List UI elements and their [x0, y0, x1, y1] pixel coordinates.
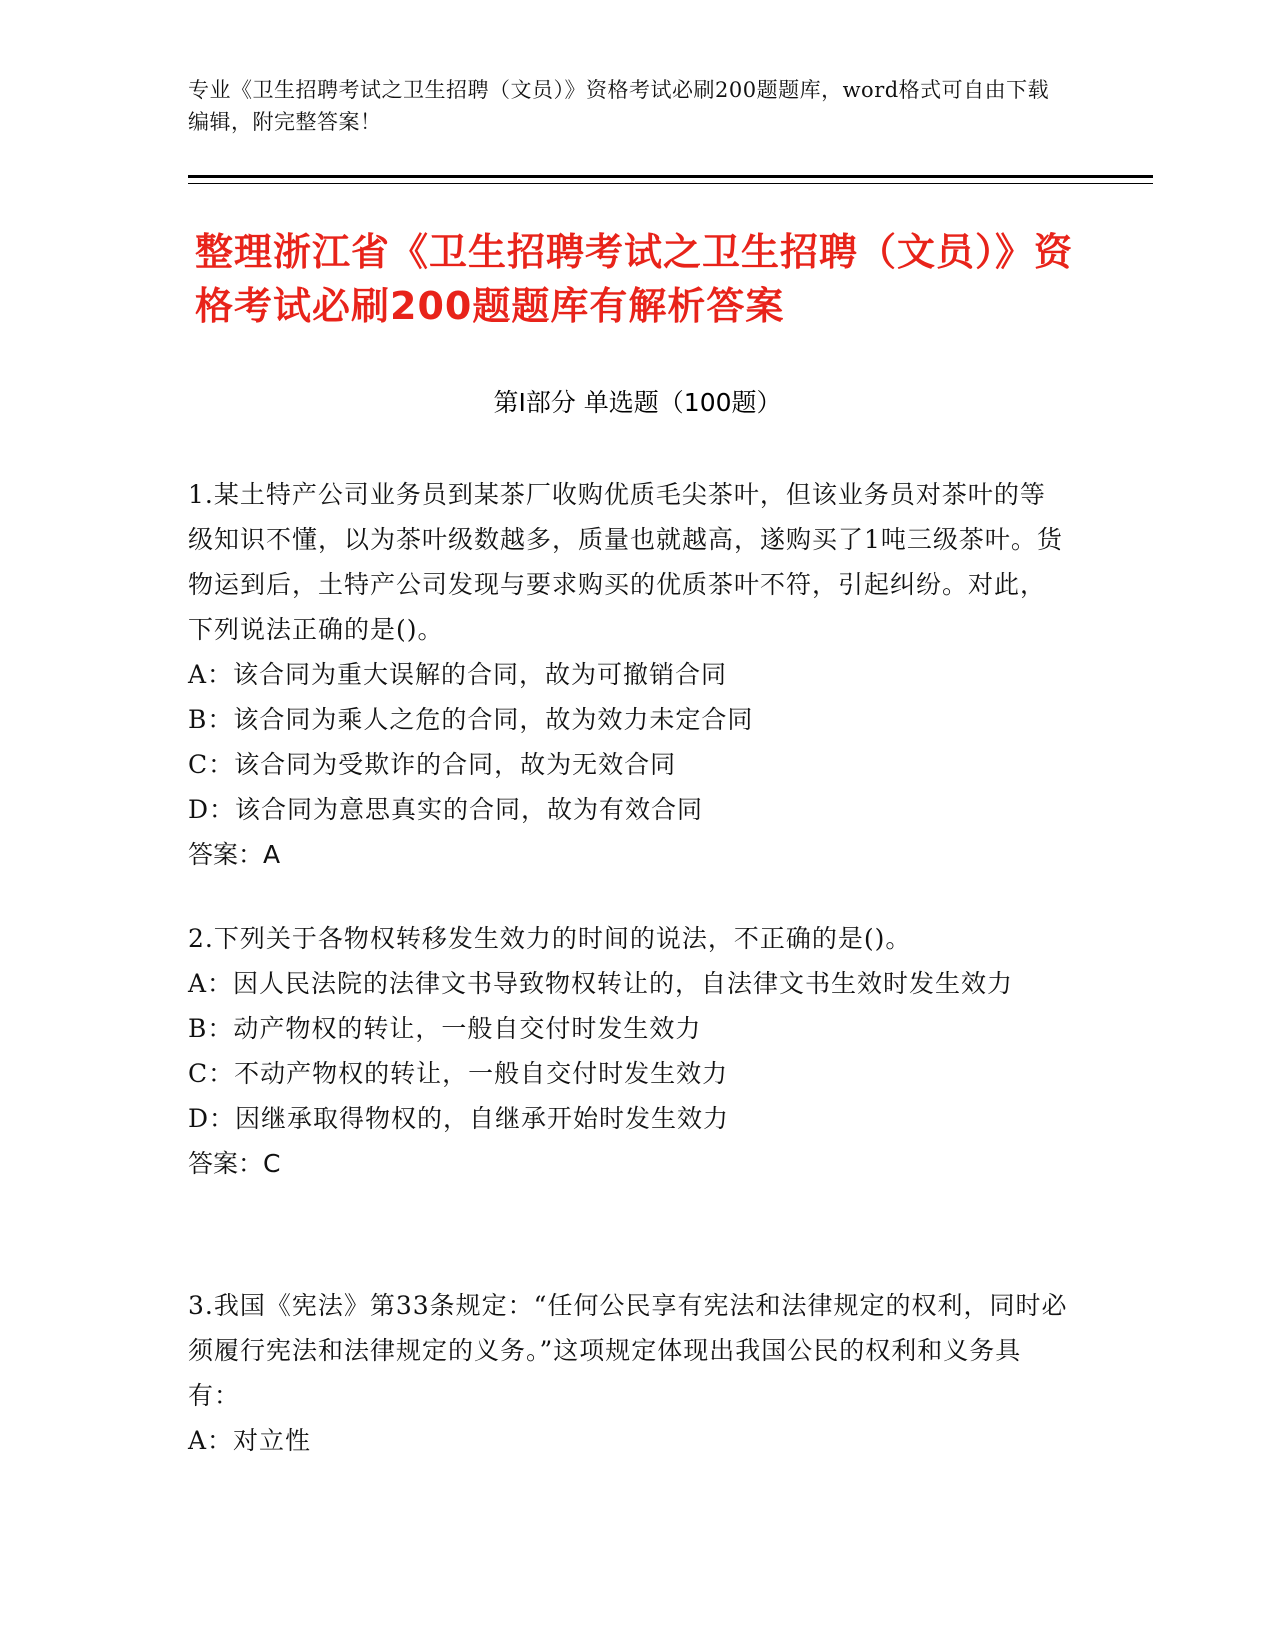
document-title: 整理浙江省《卫生招聘考试之卫生招聘（文员）》资格考试必刷200题题库有解析答案	[195, 230, 1074, 328]
question-2	[188, 916, 1068, 1186]
option-a: A：对立性	[188, 1426, 312, 1455]
question-stem: 2.下列关于各物权转移发生效力的时间的说法，不正确的是()。	[188, 924, 912, 953]
question-3	[188, 1283, 1068, 1463]
header-divider-thin	[188, 183, 1153, 184]
question-stem: 1.某土特产公司业务员到某茶厂收购优质毛尖茶叶，但该业务员对茶叶的等级知识不懂，以为茶叶级数越多，质量也就越高，遂购买了1吨三级茶叶。货物运到后，土特产公司发现与要求购买的优质茶叶不符，引起纠纷。对此，下列说法正确的是()。	[188, 480, 1063, 644]
question-1	[188, 472, 1068, 877]
option-c: C：不动产物权的转让，一般自交付时发生效力	[188, 1059, 729, 1088]
option-d: D：因继承取得物权的，自继承开始时发生效力	[188, 1104, 730, 1133]
option-c: C：该合同为受欺诈的合同，故为无效合同	[188, 750, 677, 779]
option-b: B：该合同为乘人之危的合同，故为效力未定合同	[188, 705, 754, 734]
option-a: A：因人民法院的法律文书导致物权转让的，自法律文书生效时发生效力	[188, 969, 1014, 998]
option-b: B：动产物权的转让，一般自交付时发生效力	[188, 1014, 702, 1043]
question-stem: 3.我国《宪法》第33条规定：“任何公民享有宪法和法律规定的权利，同时必须履行宪法和法律规定的义务。”这项规定体现出我国公民的权利和义务具有：	[188, 1291, 1068, 1410]
section-heading: 第Ⅰ部分 单选题（100题）	[493, 388, 782, 417]
answer-line: 答案：A	[188, 840, 281, 869]
answer-line: 答案：C	[188, 1149, 281, 1178]
option-d: D：该合同为意思真实的合同，故为有效合同	[188, 795, 704, 824]
header-note: 专业《卫生招聘考试之卫生招聘（文员）》资格考试必刷200题题库，word格式可自由下载编辑，附完整答案！	[188, 78, 1050, 134]
option-a: A：该合同为重大误解的合同，故为可撤销合同	[188, 660, 728, 689]
header-divider-thick	[188, 175, 1153, 178]
